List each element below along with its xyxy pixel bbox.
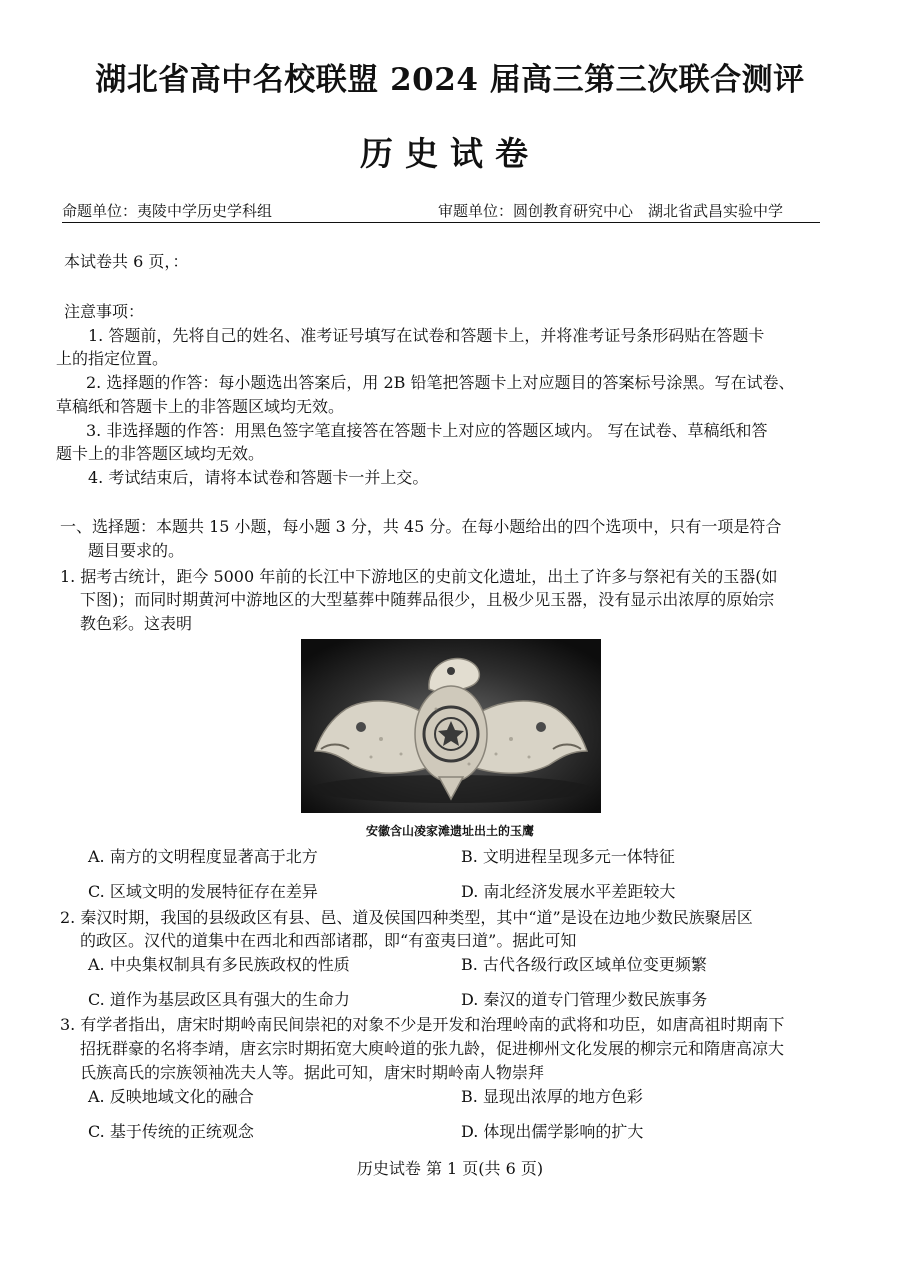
note-line: 题卡上的非答题区域均无效。 <box>56 444 265 463</box>
section-heading-cont: 题目要求的。 <box>88 541 185 560</box>
page-footer: 历史试卷 第 1 页(共 6 页) <box>356 1159 544 1178</box>
question-3-option-c: C. 基于传统的正统观念 <box>88 1122 254 1141</box>
note-line: 1. 答题前，先将自己的姓名、准考证号填写在试卷和答题卡上，并将准考证号条形码贴在答题卡 <box>88 326 765 345</box>
question-1-option-b: B. 文明进程呈现多元一体特征 <box>461 847 675 866</box>
question-3-stem: 3. 有学者指出，唐宋时期岭南民间崇祀的对象不少是开发和治理岭南的武将和功臣，如唐高祖时期南下 <box>60 1015 785 1034</box>
section-heading: 一、选择题：本题共 15 小题，每小题 3 分，共 45 分。在每小题给出的四个选项中，只有一项是符合 <box>60 517 782 536</box>
question-3-stem: 氏族高氏的宗族领袖冼夫人等。据此可知，唐宋时期岭南人物崇拜 <box>80 1063 545 1082</box>
exam-subject-title: 历史试卷 <box>360 134 540 173</box>
question-3-stem: 招抚群豪的名将李靖，唐玄宗时期拓宽大庾岭道的张九龄，促进柳州文化发展的柳宗元和隋唐高凉大 <box>80 1039 785 1058</box>
pages-note: 本试卷共 6 页，： <box>64 252 189 271</box>
note-line: 上的指定位置。 <box>56 349 169 368</box>
question-1-option-a: A. 南方的文明程度显著高于北方 <box>88 847 318 866</box>
question-3-option-a: A. 反映地域文化的融合 <box>88 1087 254 1106</box>
setter-unit: 命题单位：夷陵中学历史学科组 <box>62 202 273 220</box>
question-2-option-b: B. 古代各级行政区域单位变更频繁 <box>461 955 707 974</box>
note-line: 3. 非选择题的作答：用黑色签字笔直接答在答题卡上对应的答题区域内。 写在试卷、草稿纸和答 <box>86 421 768 440</box>
question-2-stem: 2. 秦汉时期，我国的县级政区有县、邑、道及侯国四种类型，其中“道”是设在边地少数民族聚居区 <box>60 908 753 927</box>
question-1-option-c: C. 区域文明的发展特征存在差异 <box>88 882 318 901</box>
question-1-stem: 教色彩。这表明 <box>80 614 193 633</box>
question-1-option-d: D. 南北经济发展水平差距较大 <box>461 882 676 901</box>
question-2-option-d: D. 秦汉的道专门管理少数民族事务 <box>461 990 708 1009</box>
setter-reviewer-line <box>62 200 820 223</box>
note-line: 草稿纸和答题卡上的非答题区域均无效。 <box>56 397 345 416</box>
question-2-stem: 的政区。汉代的道集中在西北和西部诸郡，即“有蛮夷曰道”。据此可知 <box>80 931 577 950</box>
question-1-stem: 1. 据考古统计，距今 5000 年前的长江中下游地区的史前文化遗址，出土了许多与祭祀有关的玉器(如 <box>60 567 778 586</box>
note-line: 2. 选择题的作答：每小题选出答案后，用 2B 铅笔把答题卡上对应题目的答案标号涂黑。写在试卷、 <box>86 373 795 392</box>
note-line: 4. 考试结束后，请将本试卷和答题卡一并上交。 <box>88 468 429 487</box>
question-2-option-c: C. 道作为基层政区具有强大的生命力 <box>88 990 350 1009</box>
figure-caption: 安徽含山凌家滩遗址出土的玉鹰 <box>365 824 534 838</box>
question-3-option-d: D. 体现出儒学影响的扩大 <box>461 1122 644 1141</box>
question-3-option-b: B. 显现出浓厚的地方色彩 <box>461 1087 643 1106</box>
jade-eagle-photo <box>301 639 601 813</box>
question-1-stem: 下图)；而同时期黄河中游地区的大型墓葬中随葬品很少，且极少见玉器，没有显示出浓厚的原始宗 <box>80 590 775 609</box>
exam-title: 湖北省高中名校联盟 2024 届高三第三次联合测评 <box>95 62 805 98</box>
jade-eagle-illustration <box>301 639 601 813</box>
question-2-option-a: A. 中央集权制具有多民族政权的性质 <box>88 955 350 974</box>
notes-title: 注意事项： <box>64 302 145 321</box>
reviewer-unit: 审题单位：圆创教育研究中心 湖北省武昌实验中学 <box>438 202 784 220</box>
